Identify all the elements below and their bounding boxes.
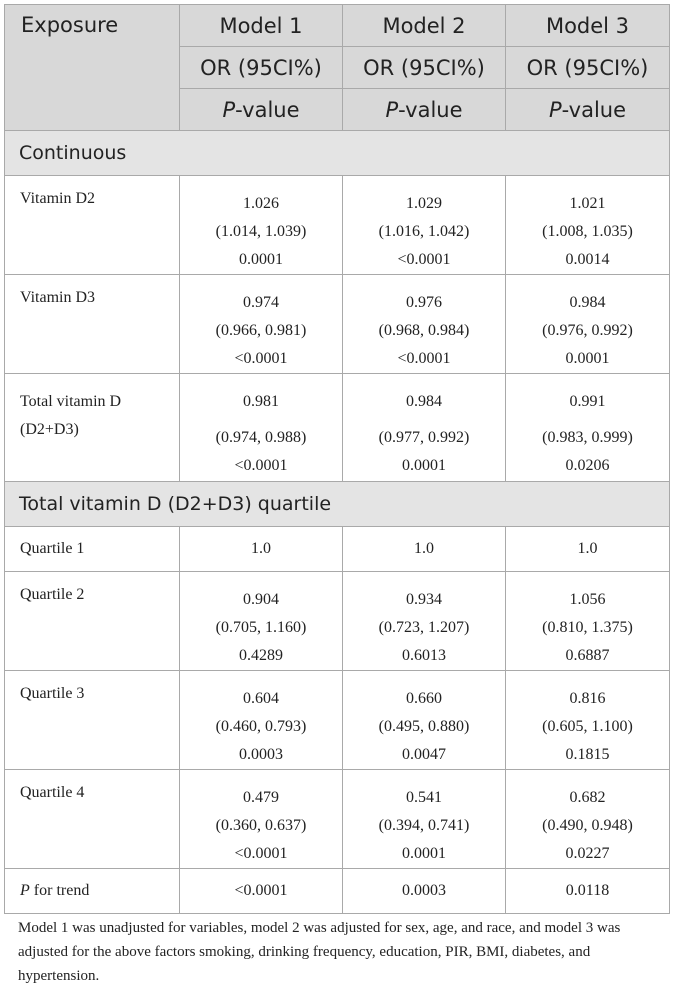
table-row [5, 275, 670, 374]
ci-value: (0.974, 0.988) [215, 429, 307, 446]
table-row [5, 527, 670, 572]
model-2-header: Model 2 [343, 5, 506, 47]
model-3-header: Model 3 [506, 5, 670, 47]
ci-value: (0.460, 0.793) [215, 718, 307, 735]
row-label [5, 869, 180, 914]
ci-value: (0.810, 1.375) [542, 619, 633, 636]
section-row-quartile [5, 482, 670, 527]
p-value: 0.0014 [565, 251, 610, 268]
p-italic: P [548, 97, 562, 122]
ci-value: (0.495, 0.880) [378, 718, 470, 735]
p-value: 0.0227 [565, 845, 610, 862]
p-value: 0.6887 [565, 647, 610, 664]
row-label: Quartile 1 [5, 527, 180, 572]
section-title-continuous: Continuous [5, 131, 670, 176]
pvalue-header-1 [180, 89, 343, 131]
or-value: 0.904 [243, 591, 279, 608]
p-value: <0.0001 [397, 350, 451, 367]
ci-value: (1.014, 1.039) [215, 223, 307, 240]
p-value: 0.0001 [402, 457, 446, 474]
cell-model-2: 0.0003 [343, 869, 506, 914]
ci-value: (0.968, 0.984) [378, 322, 470, 339]
row-label [5, 374, 180, 482]
or-value: 0.541 [406, 789, 442, 806]
model-1-header: Model 1 [180, 5, 343, 47]
trend-p-italic: P [20, 882, 30, 899]
table-row [5, 572, 670, 671]
row-label: Vitamin D3 [5, 275, 180, 374]
or-value: 0.976 [406, 294, 442, 311]
cell-model-3 [506, 374, 670, 482]
ci-value: (0.360, 0.637) [215, 817, 307, 834]
cell-model-2 [343, 671, 506, 770]
p-value: 0.0001 [239, 251, 283, 268]
table-footnote: Model 1 was unadjusted for variables, model 2 was adjusted for sex, age, and race, and model 3 was adjusted for the above factors smoking, drinking frequency, education, PIR, BMI, diabetes, and hypertension. [18, 920, 621, 984]
p-value: 0.4289 [239, 647, 283, 664]
p-value: 0.0001 [565, 350, 610, 367]
cell-model-1 [180, 176, 343, 275]
cell-model-3 [506, 176, 670, 275]
table-row [5, 374, 670, 482]
cell-model-2 [343, 275, 506, 374]
or-value: 1.056 [569, 591, 606, 608]
row-label: Quartile 3 [5, 671, 180, 770]
row-label: Quartile 4 [5, 770, 180, 869]
or-value: 1.026 [243, 195, 279, 212]
ci-value: (1.008, 1.035) [542, 223, 633, 240]
ci-value: (1.016, 1.042) [378, 223, 470, 240]
header-row-models [5, 5, 670, 47]
table-row [5, 671, 670, 770]
or-value: 1.029 [406, 195, 442, 212]
cell-model-2 [343, 176, 506, 275]
p-value: 0.0003 [239, 746, 283, 763]
cell-model-1 [180, 374, 343, 482]
p-value: 0.6013 [402, 647, 446, 664]
ci-value: (0.977, 0.992) [378, 429, 470, 446]
or-value: 0.934 [406, 591, 442, 608]
p-value: 0.0001 [402, 845, 446, 862]
or-value: 0.984 [569, 294, 606, 311]
cell-model-2 [343, 572, 506, 671]
or-value: 0.974 [243, 294, 279, 311]
p-rest: -value [561, 97, 627, 122]
row-label-line-1: Total vitamin D [20, 393, 122, 410]
p-value: 0.1815 [565, 746, 610, 763]
or-value: 0.604 [243, 690, 279, 707]
or-value: 1.021 [569, 195, 606, 212]
or-value: 0.984 [406, 393, 442, 410]
or-value: 0.981 [243, 393, 279, 410]
results-table [4, 4, 670, 914]
cell-model-3 [506, 671, 670, 770]
cell-model-3 [506, 572, 670, 671]
or-value: 0.479 [243, 789, 279, 806]
cell-model-3: 0.0118 [506, 869, 670, 914]
or-value: 0.682 [569, 789, 606, 806]
p-italic: P [222, 97, 236, 122]
ci-value: (0.605, 1.100) [542, 718, 633, 735]
section-title-quartile: Total vitamin D (D2+D3) quartile [5, 482, 670, 527]
ci-value: (0.490, 0.948) [542, 817, 633, 834]
p-value: <0.0001 [397, 251, 451, 268]
cell-model-1 [180, 275, 343, 374]
or-header-2: OR (95CI%) [343, 47, 506, 89]
p-rest: -value [235, 97, 300, 122]
or-value: 0.660 [406, 690, 442, 707]
cell-model-1 [180, 671, 343, 770]
ci-value: (0.394, 0.741) [378, 817, 470, 834]
cell-model-1 [180, 770, 343, 869]
p-value: 0.0206 [565, 457, 610, 474]
p-value: <0.0001 [234, 457, 288, 474]
cell-model-3 [506, 770, 670, 869]
ci-value: (0.966, 0.981) [215, 322, 307, 339]
section-row-continuous [5, 131, 670, 176]
cell-model-1 [180, 572, 343, 671]
or-header-1: OR (95CI%) [180, 47, 343, 89]
cell-model-1: <0.0001 [180, 869, 343, 914]
trend-label-rest: for trend [29, 882, 90, 899]
ci-value: (0.705, 1.160) [215, 619, 307, 636]
p-rest: -value [398, 97, 463, 122]
p-value: 0.0047 [402, 746, 446, 763]
cell-model-2 [343, 770, 506, 869]
cell-model-2: 1.0 [343, 527, 506, 572]
or-value: 0.816 [569, 690, 606, 707]
p-italic: P [385, 97, 399, 122]
pvalue-header-3 [506, 89, 670, 131]
results-table-container [4, 4, 669, 914]
exposure-header: Exposure [5, 5, 180, 131]
table-row [5, 770, 670, 869]
or-value: 0.991 [569, 393, 606, 410]
p-value: <0.0001 [234, 845, 288, 862]
table-row [5, 869, 670, 914]
pvalue-header-2 [343, 89, 506, 131]
row-label-line-2: (D2+D3) [20, 421, 79, 438]
ci-value: (0.983, 0.999) [542, 429, 633, 446]
cell-model-3: 1.0 [506, 527, 670, 572]
cell-model-2 [343, 374, 506, 482]
row-label: Quartile 2 [5, 572, 180, 671]
ci-value: (0.976, 0.992) [542, 322, 633, 339]
p-value: <0.0001 [234, 350, 288, 367]
table-row [5, 176, 670, 275]
cell-model-3 [506, 275, 670, 374]
row-label: Vitamin D2 [5, 176, 180, 275]
cell-model-1: 1.0 [180, 527, 343, 572]
ci-value: (0.723, 1.207) [378, 619, 470, 636]
or-header-3: OR (95CI%) [506, 47, 670, 89]
